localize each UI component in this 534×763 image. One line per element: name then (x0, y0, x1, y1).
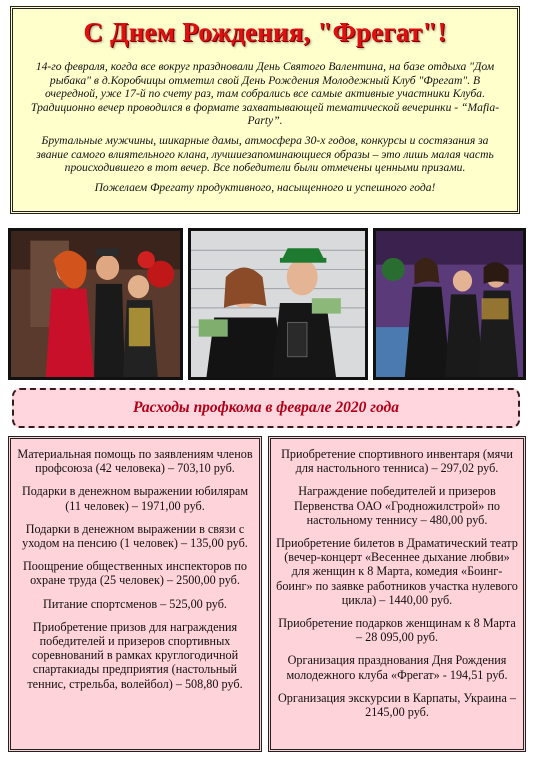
expense-item: Организация экскурсии в Карпаты, Украина – 2145,00 руб. (277, 690, 517, 720)
expense-item: Приобретение призов для награждения победителей и призеров спортивных соревнований в рамках круглогодичной спартакиады предприятия (настольный теннис, стрельба, волейбол) – 508,80 руб. (27, 619, 243, 691)
expense-item: Приобретение спортивного инвентаря (мячи для настольного тенниса) – 297,02 руб. (281, 447, 513, 476)
photo-strip (8, 228, 526, 380)
expense-item: Материальная помощь по заявлениям членов профсоюза (42 человека) – 703,10 руб. (17, 447, 253, 476)
expenses-right-column (268, 436, 526, 752)
party-photo-1 (8, 228, 183, 380)
expense-item: Приобретение подарков женщинам к 8 Марта – 28 095,00 руб. (278, 616, 516, 645)
expense-item: Награждение победителей и призеров Первенства ОАО «Гродножилстрой» по настольному теннису – 480,00 руб. (293, 484, 501, 527)
party-photo-3 (373, 228, 526, 380)
party-photo-2 (188, 228, 368, 380)
expense-item: Поощрение общественных инспекторов по охране труда (25 человек) – 2500,00 руб. (23, 559, 247, 588)
expense-item: Приобретение билетов в Драматический театр (вечер-концерт «Весеннее дыхание любви» для женщин к 8 Марта, комедия «Боинг-боинг» по заявке работников участка нулевого цикла) – 1440,00 руб. (276, 536, 518, 607)
expense-item: Подарки в денежном выражении в связи с уходом на пенсию (1 человек) – 135,00 руб. (22, 521, 248, 551)
article-box (10, 6, 520, 214)
expenses-banner (12, 388, 520, 428)
article-paragraph: Брутальные мужчины, шикарные дамы, атмосфера 30-х годов, конкурсы и состязания за звание самого влиятельного клана, лучшиезапоминающиеся образы – это лишь малая часть происходившего в тот вечер. Все победители были отмечены ценными призами. (36, 133, 494, 175)
article-title: С Днем Рождения, "Фрегат"! (83, 17, 447, 47)
expenses-left-column (8, 436, 262, 752)
expense-item: Питание спортсменов – 525,00 руб. (43, 596, 227, 611)
article-body (25, 60, 505, 194)
article-paragraph: Пожелаем Фрегату продуктивного, насыщенного и успешного года! (94, 180, 436, 194)
article-paragraph: 14-го февраля, когда все вокруг праздновали День Святого Валентина, на базе отдыха "Дом рыбака" в д.Коробчицы отметил свой День Рождения Молодежный Клуб "Фрегат". В очередной, уже 17-й по счету раз, там собрались все самые активные участники Клуба. Традиционно вечер проводился в формате захватывающей тематической вечеринки - “Mafia-Party”. (30, 60, 500, 128)
expense-item: Организация празднования Дня Рождения молодежного клуба «Фрегат» - 194,51 руб. (286, 653, 508, 682)
expense-item: Подарки в денежном выражении юбилярам (11 человек) – 1971,00 руб. (21, 484, 249, 513)
expenses-title: Расходы профкома в феврале 2020 года (133, 399, 399, 416)
